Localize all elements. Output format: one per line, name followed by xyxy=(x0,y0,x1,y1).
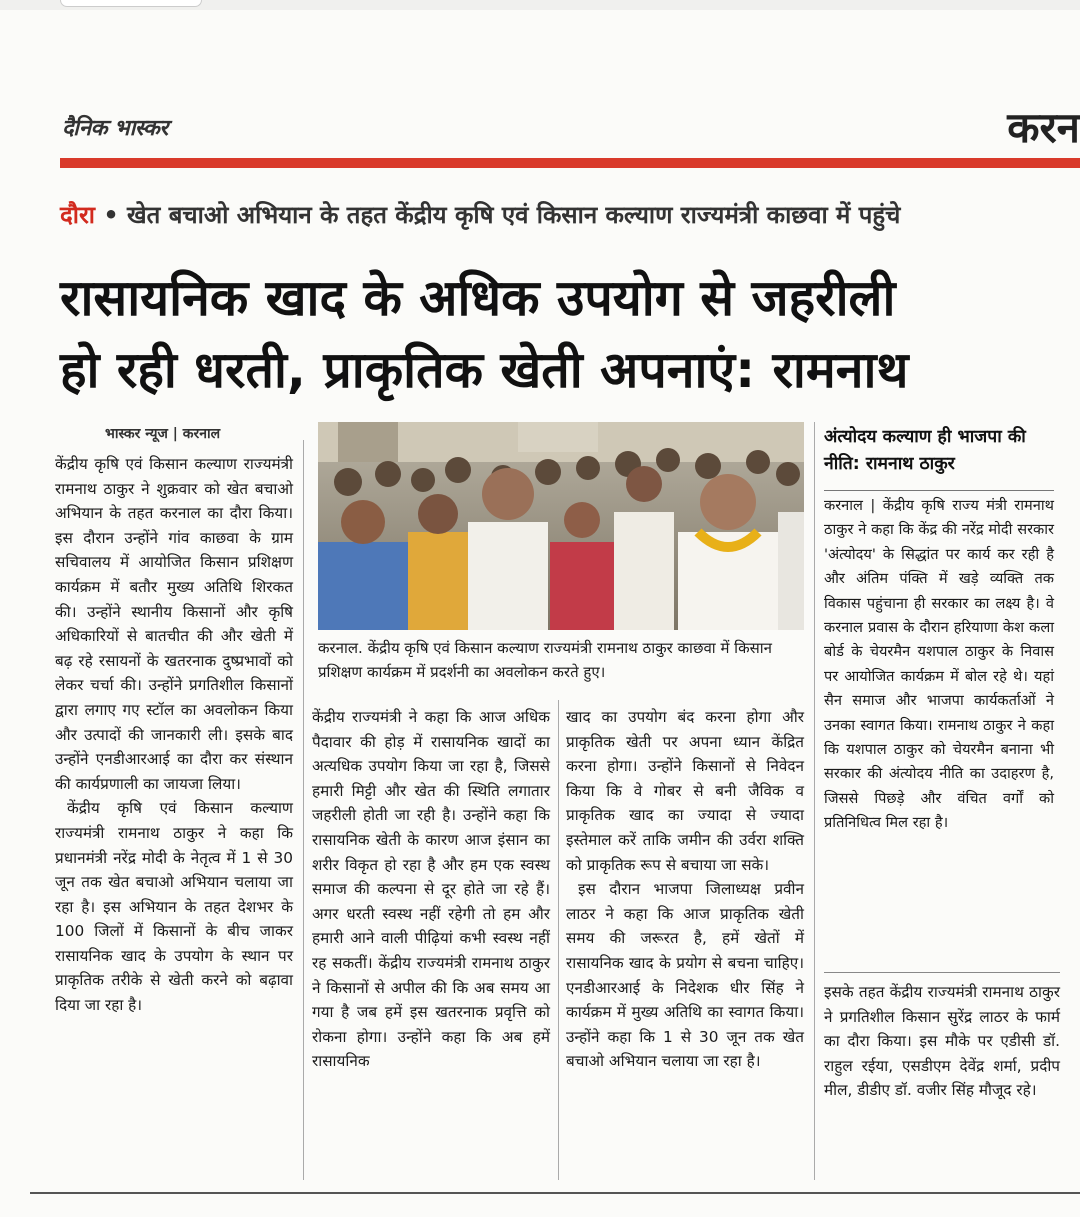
sidebar-rule xyxy=(824,490,1054,491)
article-column-3 xyxy=(566,705,804,1074)
sidebar-body: करनाल | केंद्रीय कृषि राज्य मंत्री रामनाथ ठाकुर ने कहा कि केंद्र की नरेंद्र मोदी सरकार 'अंत्योदय' के सिद्धांत पर कार्य कर रही है और अंतिम पंक्ति में खड़े व्यक्ति तक विकास पहुंचाना ही सरकार का लक्ष्य है। वे करनाल प्रवास के दौरान हरियाणा केश कला बोर्ड के चेयरमैन यशपाल ठाकुर के निवास पर आयोजित कार्यक्रम में बोल रहे थे। यहां सैन समाज और भाजपा कार्यकर्ताओं ने उनका स्वागत किया। रामनाथ ठाकुर ने कहा कि यशपाल ठाकुर को चेयरमैन बनाना भी सरकार की अंत्योदय नीति का उदाहरण है, जिससे पिछड़े और वंचित वर्गों को प्रतिनिधित्व मिल रहा है। xyxy=(824,497,1054,832)
top-edge-tab xyxy=(60,0,202,7)
column-divider-3 xyxy=(814,422,815,1180)
col1-paragraph-2: केंद्रीय कृषि एवं किसान कल्याण राज्यमंत्री रामनाथ ठाकुर ने कहा कि प्रधानमंत्री नरेंद्र मोदी के नेतृत्व में 1 से 30 जून तक खेत बचाओ अभियान चलाया जा रहा है। इस अभियान के तहत देशभर के 100 जिलों में किसानों के बीच जाकर रासायनिक खाद के उपयोग के स्थान पर प्राकृतिक तरीके से खेती करने को बढ़ावा दिया जा रहा है। xyxy=(55,799,293,1015)
news-photo xyxy=(318,422,804,630)
top-edge-strip xyxy=(0,0,1080,10)
article-column-4 xyxy=(824,980,1060,1103)
col3-paragraph-1: खाद का उपयोग बंद करना होगा और प्राकृतिक खेती पर अपना ध्यान केंद्रित करना होगा। उन्होंने किसानों से निवेदन किया कि वे गोबर से बनी जैविक व प्राकृतिक खाद का ज्यादा से ज्यादा इस्तेमाल करें ताकि जमीन की उर्वरा शक्ति को प्राकृतिक रूप से बचाया जा सके। xyxy=(566,708,804,874)
headline-line-1: रासायनिक खाद के अधिक उपयोग से जहरीली xyxy=(60,269,896,327)
sidebar-bottom-rule xyxy=(824,972,1060,973)
masthead-red-rule xyxy=(60,158,1080,168)
newspaper-masthead: दैनिक भास्कर xyxy=(62,116,168,141)
column-divider-1 xyxy=(303,440,304,1180)
article-column-1 xyxy=(55,452,293,1018)
photo-caption: करनाल. केंद्रीय कृषि एवं किसान कल्याण राज्यमंत्री रामनाथ ठाकुर काछवा में किसान प्रशिक्षण कार्यक्रम में प्रदर्शनी का अवलोकन करते हुए। xyxy=(318,639,772,681)
col2-paragraph-1: केंद्रीय राज्यमंत्री ने कहा कि आज अधिक पैदावार की होड़ में रासायनिक खादों का अत्यधिक उपयोग किया जा रहा है, जिससे हमारी मिट्टी और खेत की स्थिति लगातार जहरीली होती जा रही है। उन्होंने कहा कि रासायनिक खेती के कारण आज इंसान का शरीर विकृत हो रहा है और हम एक स्वस्थ समाज की कल्पना से दूर होते जा रहे हैं। अगर धरती स्वस्थ नहीं रहेगी तो हम और हमारी आने वाली पीढ़ियां कभी स्वस्थ नहीं रह सकतीं। केंद्रीय राज्यमंत्री रामनाथ ठाकुर ने किसानों से अपील की कि अब समय आ गया है जब हमें इस खतरनाक प्रवृत्ति को रोकना होगा। उन्होंने कहा कि अब हमें रासायनिक xyxy=(312,708,550,1071)
city-edition-mark: करन xyxy=(1007,103,1080,152)
kicker-tag: दौरा xyxy=(60,201,95,229)
col1-paragraph-1: केंद्रीय कृषि एवं किसान कल्याण राज्यमंत्री रामनाथ ठाकुर ने शुक्रवार को खेत बचाओ अभियान के तहत करनाल का दौरा किया। इस दौरान उन्होंने गांव काछवा के ग्राम सचिवालय में आयोजित किसान प्रशिक्षण कार्यक्रम में बतौर मुख्य अतिथि शिरकत की। उन्होंने स्थानीय किसानों और कृषि अधिकारियों से बातचीत की और खेती में बढ़ रहे रसायनों के खतरनाक दुष्प्रभावों को लेकर चर्चा की। उन्होंने प्रगतिशील किसानों द्वारा लगाए गए स्टॉल का अवलोकन किया और उत्पादों की जानकारी ली। इसके बाद उन्होंने एनडीआरआई का दौरा कर संस्थान की कार्यप्रणाली का जायजा लिया। xyxy=(55,455,293,793)
kicker-text: • खेत बचाओ अभियान के तहत केंद्रीय कृषि एवं किसान कल्याण राज्यमंत्री काछवा में पहुंचे xyxy=(103,201,901,229)
headline-line-2: हो रही धरती, प्राकृतिक खेती अपनाएं: रामनाथ xyxy=(60,341,909,399)
photo-illustration xyxy=(318,422,804,630)
page-bottom-rule xyxy=(30,1192,1080,1194)
column-divider-2 xyxy=(558,700,559,1180)
byline: भास्कर न्यूज | करनाल xyxy=(105,426,221,442)
col3-paragraph-2: इस दौरान भाजपा जिलाध्यक्ष प्रवीन लाठर ने कहा कि आज प्राकृतिक खेती समय की जरूरत है, हमें खेतों में रासायनिक खाद के प्रयोग से बचना चाहिए। एनडीआरआई के निदेशक धीर सिंह ने कार्यक्रम में मुख्य अतिथि का स्वागत किया। उन्होंने कहा कि 1 से 30 जून तक खेत बचाओ अभियान चलाया जा रहा है। xyxy=(566,880,804,1071)
sidebar-title: अंत्योदय कल्याण ही भाजपा की नीति: रामनाथ ठाकुर xyxy=(824,427,1026,474)
col4-paragraph-1: इसके तहत केंद्रीय राज्यमंत्री रामनाथ ठाकुर ने प्रगतिशील किसान सुरेंद्र लाठर के फार्म का दौरा किया। इस मौके पर एडीसी डॉ. राहुल रईया, एसडीएम देवेंद्र शर्मा, प्रदीप मील, डीडीए डॉ. वजीर सिंह मौजूद रहे। xyxy=(824,983,1060,1100)
story-kicker xyxy=(60,198,900,231)
article-column-2 xyxy=(312,705,550,1074)
headline xyxy=(60,262,1060,406)
